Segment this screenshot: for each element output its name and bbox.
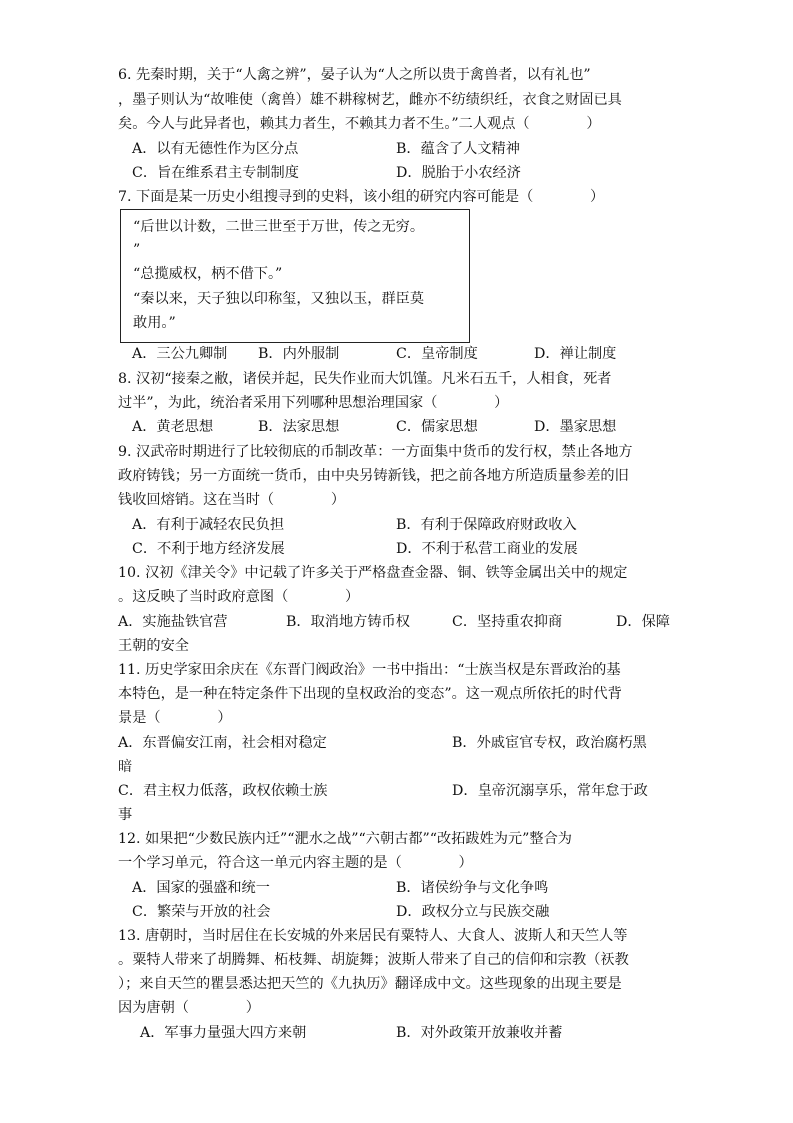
q10-option-a: A．实施盐铁官营 [118, 614, 228, 630]
q11-option-a: A．东晋偏安江南，社会相对稳定 [118, 735, 327, 751]
q6-option-d: D．脱胎于小农经济 [396, 165, 521, 181]
q7-quote-line-2: ” [133, 242, 141, 258]
q12-option-d: D．政权分立与民族交融 [396, 904, 550, 920]
q11-stem-line-3: 景是（ ） [118, 710, 232, 726]
q7-option-d: D．禅让制度 [534, 346, 617, 362]
q10-stem-line-1: 10. 汉初《津关令》中记载了许多关于严格盘查金器、铜、铁等金属出关中的规定 [118, 565, 628, 581]
q7-option-a: A．三公九卿制 [132, 346, 228, 362]
q10-option-b: B．取消地方铸币权 [286, 614, 410, 630]
q7-option-b: B．内外服制 [258, 346, 340, 362]
q7-quote-line-3: “总揽威权，柄不借下。” [133, 266, 283, 282]
q12-stem-line-1: 12. 如果把“少数民族内迁”“淝水之战”“六朝古都”“改拓跋姓为元”整合为 [118, 831, 572, 847]
q9-option-d: D．不利于私营工商业的发展 [396, 541, 578, 557]
q13-option-b: B．对外政策开放兼收并蓄 [396, 1025, 563, 1041]
q6-stem-line-2: ，墨子则认为“故唯使（禽兽）雄不耕稼树艺，雌亦不纺绩织纴，衣食之财固已具 [118, 92, 622, 108]
q13-stem-line-3: ）；来自天竺的瞿昙悉达把天竺的《九执历》翻译成中文。这些现象的出现主要是 [118, 976, 622, 992]
q9-option-a: A．有利于减轻农民负担 [132, 517, 285, 533]
q13-stem-line-2: 。粟特人带来了胡腾舞、柘枝舞、胡旋舞；波斯人带来了自己的信仰和宗教（祆教 [118, 952, 629, 968]
q10-option-c: C．坚持重农抑商 [452, 614, 563, 630]
q6-option-b: B．蕴含了人文精神 [396, 141, 520, 157]
q9-stem-line-3: 钱收回熔销。这在当时（ ） [118, 492, 346, 508]
q13-stem-line-1: 13. 唐朝时，当时居住在长安城的外来居民有粟特人、大食人、波斯人和天竺人等 [118, 928, 628, 944]
q11-option-b: B．外戚宦官专权，政治腐朽黑 [452, 735, 647, 751]
q6-option-a: A．以有无德性作为区分点 [132, 141, 299, 157]
q13-option-a: A．军事力量强大四方来朝 [140, 1025, 307, 1041]
q12-stem-line-2: 一个学习单元，符合这一单元内容主题的是（ ） [118, 855, 473, 871]
q12-option-b: B．诸侯纷争与文化争鸣 [396, 880, 549, 896]
q6-option-c: C．旨在维系君主专制制度 [132, 165, 299, 181]
q7-quote-line-5: 敢用。” [133, 315, 176, 331]
q9-option-c: C．不利于地方经济发展 [132, 541, 285, 557]
q11-stem-line-1: 11. 历史学家田余庆在《东晋门阀政治》一书中指出：“士族当权是东晋政治的基 [118, 662, 621, 678]
q11-option-c: C．君主权力低落，政权依赖士族 [118, 783, 328, 799]
q8-option-b: B．法家思想 [258, 419, 340, 435]
q13-stem-line-4: 因为唐朝（ ） [118, 1000, 260, 1016]
q7-stem: 7. 下面是某一历史小组搜寻到的史料，该小组的研究内容可能是（ ） [118, 189, 605, 205]
q12-option-a: A．国家的强盛和统一 [132, 880, 270, 896]
q8-option-c: C．儒家思想 [396, 419, 478, 435]
q8-option-d: D．墨家思想 [534, 419, 617, 435]
q9-stem-line-1: 9. 汉武帝时期进行了比较彻底的币制改革：一方面集中货币的发行权，禁止各地方 [118, 444, 633, 460]
q11-option-d: D．皇帝沉溺享乐，常年怠于政 [452, 783, 648, 799]
q9-option-b: B．有利于保障政府财政收入 [396, 517, 577, 533]
q8-stem-line-2: 过半”，为此，统治者采用下列哪种思想治理国家（ ） [118, 395, 509, 411]
q11-option-d-wrap: 事 [118, 807, 133, 823]
q7-quote-line-1: “后世以计数，二世三世至于万世，传之无穷。 [133, 219, 425, 235]
q10-option-d: D．保障 [616, 614, 670, 630]
q7-quote-line-4: “秦以来，天子独以印称玺，又独以玉，群臣莫 [133, 291, 425, 307]
q8-stem-line-1: 8. 汉初“接秦之敝，诸侯并起，民失作业而大饥馑。凡米石五千，人相食，死者 [118, 371, 612, 387]
q7-option-c: C．皇帝制度 [396, 346, 478, 362]
q12-option-c: C．繁荣与开放的社会 [132, 904, 271, 920]
q6-stem-line-1: 6. 先秦时期，关于“人禽之辨”，晏子认为“人之所以贵于禽兽者，以有礼也” [118, 67, 591, 83]
q9-stem-line-2: 政府铸钱；另一方面统一货币，由中央另铸新钱，把之前各地方所造质量参差的旧 [118, 468, 629, 484]
q7-source-box [120, 209, 470, 343]
q6-stem-line-3: 矣。今人与此异者也，赖其力者生，不赖其力者不生。”二人观点（ ） [118, 116, 601, 132]
q11-stem-line-2: 本特色，是一种在特定条件下出现的皇权政治的变态”。这一观点所依托的时代背 [118, 686, 622, 702]
q10-stem-line-2: 。这反映了当时政府意图（ ） [118, 589, 360, 605]
q11-option-b-wrap: 暗 [118, 759, 133, 775]
q8-option-a: A．黄老思想 [132, 419, 214, 435]
q10-option-d-wrap: 王朝的安全 [118, 638, 189, 654]
